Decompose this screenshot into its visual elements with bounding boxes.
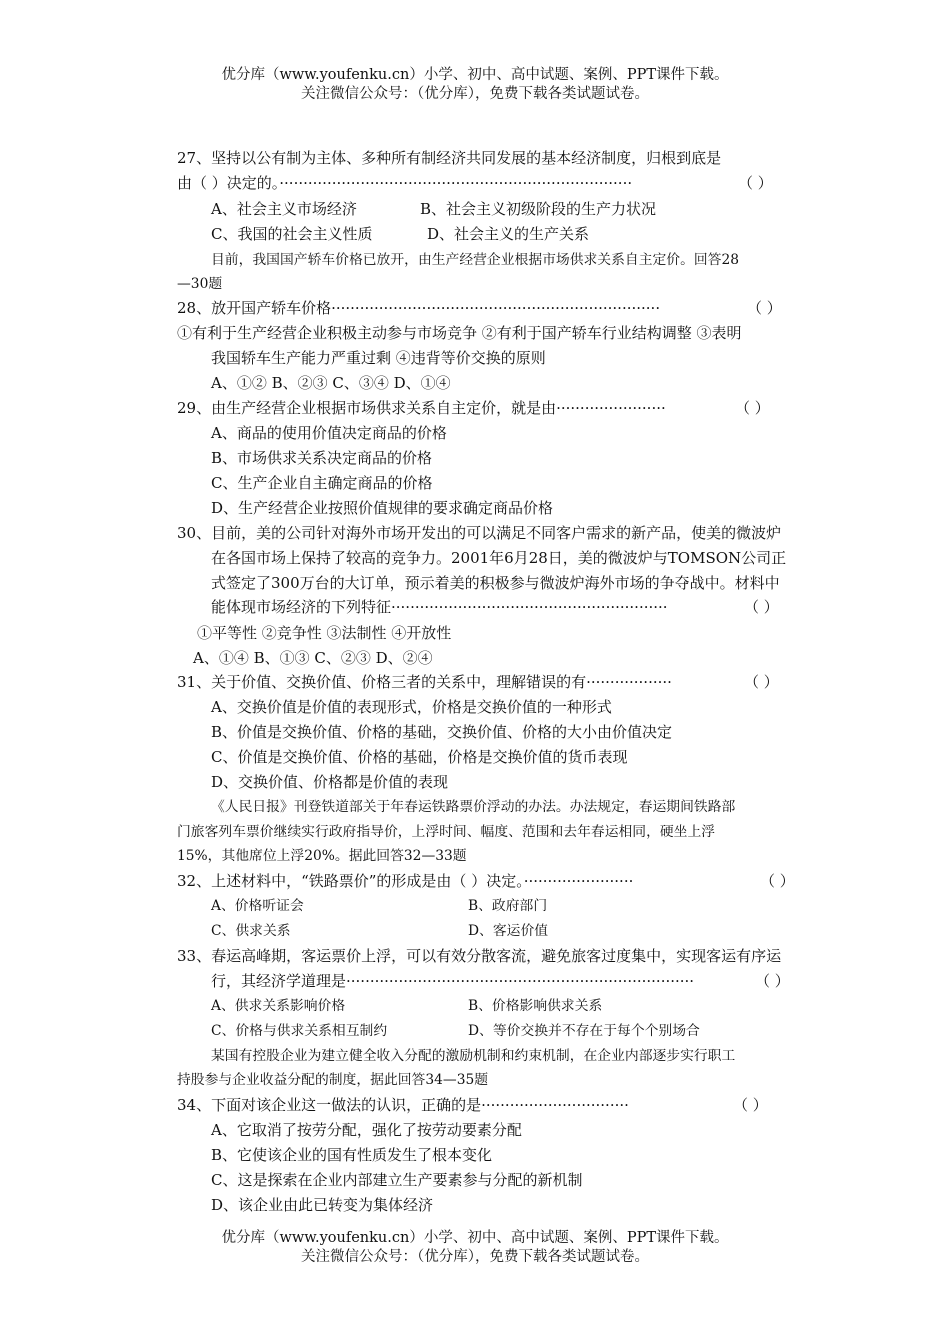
q28-answer-blank: （ ）	[747, 299, 782, 317]
q31-option-c: C、价值是交换价值、价格的基础，价格是交换价值的货币表现	[211, 748, 628, 766]
q27-option-d: D、社会主义的生产关系	[427, 225, 590, 243]
q33-stem-line-2: 行，其经济学道理是·········································································	[211, 972, 695, 990]
q32-option-d: D、客运价值	[468, 923, 549, 939]
q33-answer-blank: （ ）	[755, 972, 790, 990]
q33-option-c: C、价格与供求关系相互制约	[211, 1023, 388, 1039]
q30-stem-line-1: 30、目前，美的公司针对海外市场开发出的可以满足不同客户需求的新产品，使美的微波炉	[177, 524, 782, 542]
q30-stem-line-2: 在各国市场上保持了较高的竞争力。2001年6月28日，美的微波炉与TOMSON公司正	[211, 549, 787, 567]
q27-option-a: A、社会主义市场经济	[211, 200, 357, 218]
q31-option-a: A、交换价值是价值的表现形式，价格是交换价值的一种形式	[211, 698, 612, 716]
q29-stem: 29、由生产经营企业根据市场供求关系自主定价，就是由·······················	[177, 399, 666, 417]
q32-option-b: B、政府部门	[468, 898, 548, 914]
q31-answer-blank: （ ）	[744, 673, 779, 691]
q33-stem-line-1: 33、春运高峰期，客运票价上浮，可以有效分散客流，避免旅客过度集中，实现客运有序运	[177, 947, 782, 965]
q28-statements-line-2: 我国轿车生产能力严重过剩 ④违背等价交换的原则	[211, 349, 546, 367]
material-2-line-2: 门旅客列车票价继续实行政府指导价，上浮时间、幅度、范围和去年春运相同，硬坐上浮	[177, 824, 716, 840]
q30-statements: ①平等性 ②竞争性 ③法制性 ④开放性	[197, 624, 452, 642]
q31-option-d: D、交换价值、价格都是价值的表现	[211, 773, 449, 791]
material-1-line-2: —30题	[177, 276, 223, 292]
footer-line-1: 优分库（www.youfenku.cn）小学、初中、高中试题、案例、PPT课件下载。	[221, 1230, 729, 1246]
material-1-line-1: 目前，我国国产轿车价格已放开，由生产经营企业根据市场供求关系自主定价。回答28	[211, 252, 740, 268]
q28-options: A、①② B、②③ C、③④ D、①④	[211, 374, 451, 392]
material-2-line-3: 15%，其他席位上浮20%。据此回答32—33题	[177, 848, 467, 864]
q28-statements-line-1: ①有利于生产经营企业积极主动参与市场竞争 ②有利于国产轿车行业结构调整 ③表明	[177, 324, 742, 342]
q30-answer-blank: （ ）	[744, 598, 779, 616]
page-footer	[0, 1229, 950, 1267]
q34-option-a: A、它取消了按劳分配，强化了按劳动要素分配	[211, 1121, 522, 1139]
q27-stem-line-2: 由（ ）决定的。··········································································	[177, 174, 633, 192]
q34-option-b: B、它使该企业的国有性质发生了根本变化	[211, 1146, 493, 1164]
q32-answer-blank: （ ）	[760, 872, 795, 890]
q27-option-b: B、社会主义初级阶段的生产力状况	[420, 200, 657, 218]
q28-stem-line-1: 28、放开国产轿车价格·····································································	[177, 299, 661, 317]
q29-option-c: C、生产企业自主确定商品的价格	[211, 474, 433, 492]
q34-option-d: D、该企业由此已转变为集体经济	[211, 1196, 434, 1214]
q34-stem: 34、下面对该企业这一做法的认识，正确的是·······························	[177, 1096, 629, 1114]
q27-answer-blank: （ ）	[738, 174, 773, 192]
q32-stem: 32、上述材料中，“铁路票价”的形成是由（ ）决定。·······················	[177, 872, 634, 890]
q27-option-c: C、我国的社会主义性质	[211, 225, 373, 243]
header-line-2: 关注微信公众号：（优分库），免费下载各类试题试卷。	[301, 86, 649, 102]
q29-option-a: A、商品的使用价值决定商品的价格	[211, 424, 447, 442]
material-3-line-1: 某国有控股企业为建立健全收入分配的激励机制和约束机制，在企业内部逐步实行职工	[211, 1048, 736, 1064]
material-2-line-1: 《人民日报》刊登铁道部关于年春运铁路票价浮动的办法。办法规定，春运期间铁路部	[211, 799, 736, 815]
q34-answer-blank: （ ）	[733, 1096, 768, 1114]
material-3-line-2: 持股参与企业收益分配的制度，据此回答34—35题	[177, 1072, 489, 1088]
q33-option-d: D、等价交换并不存在于每个个别场合	[468, 1023, 700, 1039]
q27-stem-line-1: 27、坚持以公有制为主体、多种所有制经济共同发展的基本经济制度，归根到底是	[177, 149, 722, 167]
q29-option-d: D、生产经营企业按照价值规律的要求确定商品价格	[211, 499, 554, 517]
q31-option-b: B、价值是交换价值、价格的基础，交换价值、价格的大小由价值决定	[211, 723, 673, 741]
footer-line-2: 关注微信公众号：（优分库），免费下载各类试题试卷。	[301, 1249, 649, 1265]
q32-option-a: A、价格听证会	[211, 898, 304, 914]
q34-option-c: C、这是探索在企业内部建立生产要素参与分配的新机制	[211, 1171, 583, 1189]
page-header	[0, 66, 950, 104]
q31-stem: 31、关于价值、交换价值、价格三者的关系中，理解错误的有··················	[177, 673, 672, 691]
q30-stem-line-4: 能体现市场经济的下列特征··························································	[211, 598, 668, 616]
q32-option-c: C、供求关系	[211, 923, 291, 939]
q29-answer-blank: （ ）	[735, 399, 770, 417]
header-line-1: 优分库（www.youfenku.cn）小学、初中、高中试题、案例、PPT课件下载。	[221, 67, 729, 83]
q33-option-a: A、供求关系影响价格	[211, 998, 346, 1014]
q30-stem-line-3: 式签定了300万台的大订单，预示着美的积极参与微波炉海外市场的争夺战中。材料中	[211, 574, 780, 592]
q33-option-b: B、价格影响供求关系	[468, 998, 603, 1014]
q29-option-b: B、市场供求关系决定商品的价格	[211, 449, 433, 467]
q30-options: A、①④ B、①③ C、②③ D、②④	[193, 649, 433, 667]
